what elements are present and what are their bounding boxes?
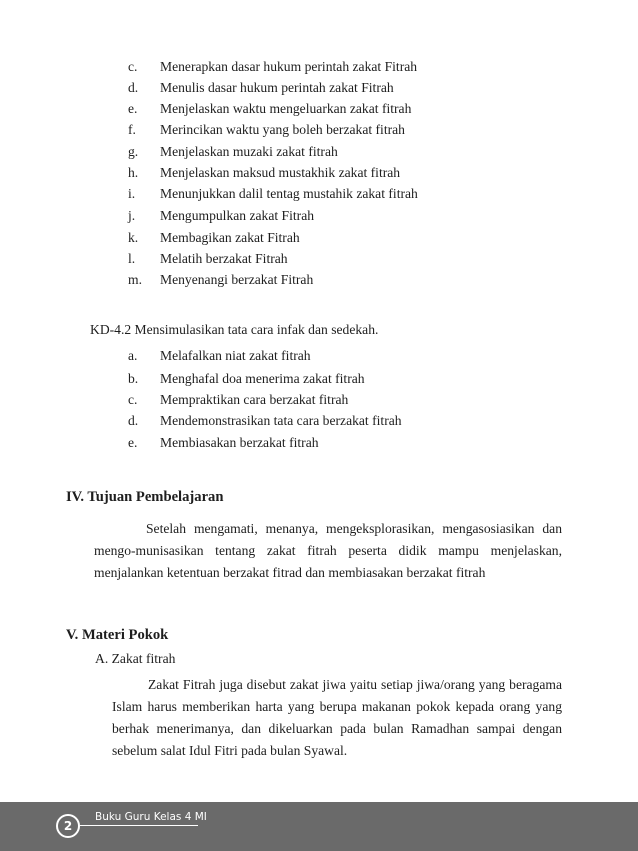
section-iv-paragraph-text: Setelah mengamati, menanya, mengeksplorasikan, mengasosiasikan dan mengo-munisasikan tentang zakat fitrah peserta didik mampu menjelaskan, menjalankan ketentuan berzakat fitrad dan membiasakan berzakat fitrah xyxy=(94,521,562,580)
book-title: Buku Guru Kelas 4 MI xyxy=(95,811,207,823)
page-footer xyxy=(0,802,638,851)
section-v-paragraph-text: Zakat Fitrah juga disebut zakat jiwa yaitu setiap jiwa/orang yang beragama Islam harus memberikan harta yang berupa makanan pokok kepada orang yang berhak menerimanya, dan dikeluarkan pada bulan Ramadhan sampai dengan sebelum salat Idul Fitri pada bulan Syawal. xyxy=(112,677,562,758)
page-number: 2 xyxy=(56,814,80,838)
section-v-subheading: A. Zakat fitrah xyxy=(95,651,176,666)
section-v-paragraph xyxy=(112,674,562,762)
kd-4-2-title: KD-4.2 Mensimulasikan tata cara infak dan sedekah. xyxy=(90,322,379,337)
section-iv-paragraph xyxy=(94,518,562,584)
section-iv-heading: IV. Tujuan Pembelajaran xyxy=(66,489,224,505)
footer-divider xyxy=(80,825,198,826)
section-v-heading: V. Materi Pokok xyxy=(66,627,169,643)
